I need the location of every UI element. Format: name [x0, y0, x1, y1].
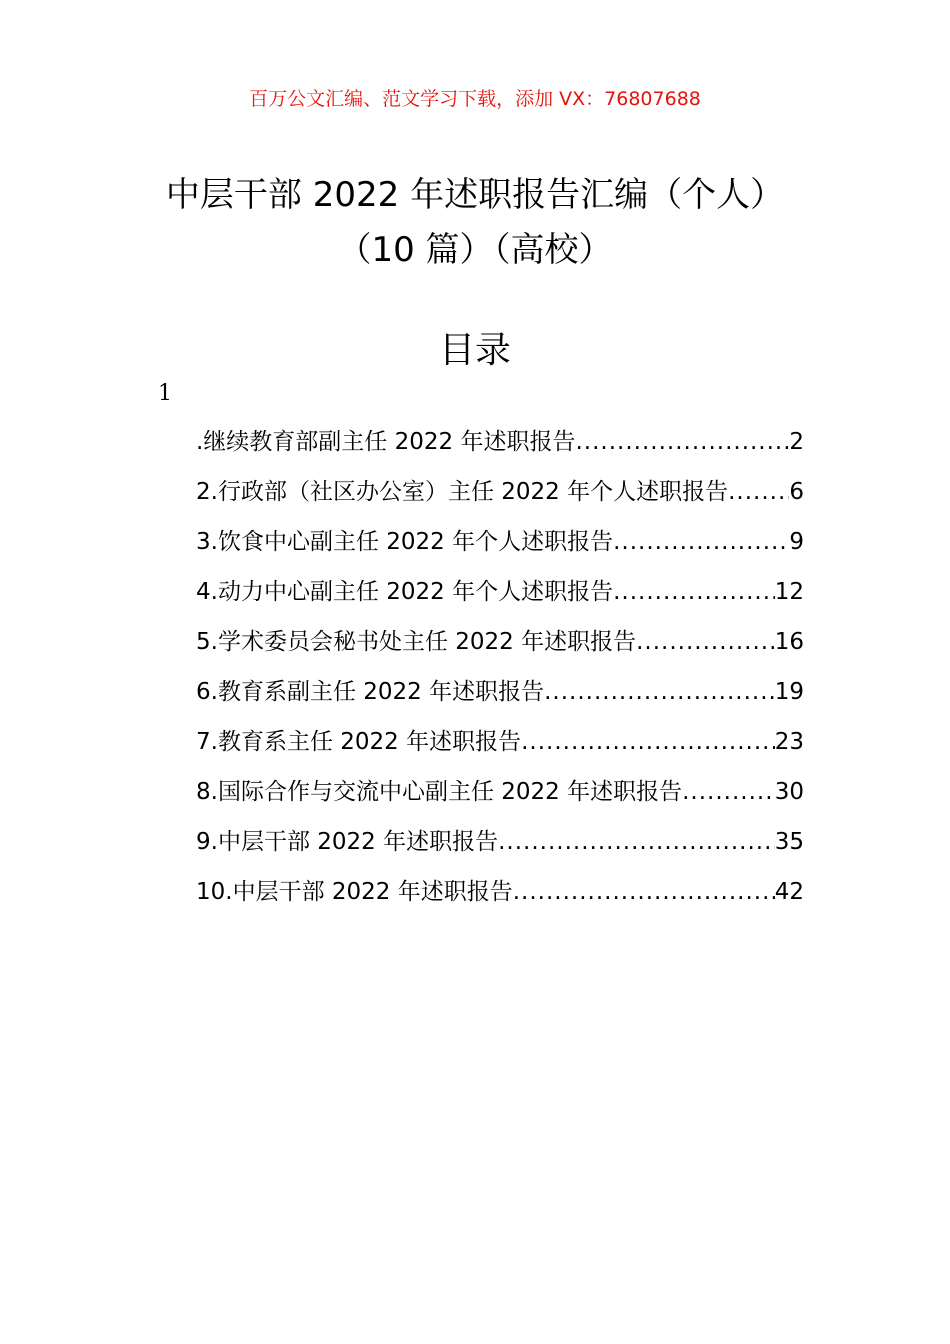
toc-entry-label: 4.动力中心副主任 2022 年个人述职报告 [196, 579, 614, 605]
toc-entry-label: 9.中层干部 2022 年述职报告 [196, 829, 499, 855]
toc-entry-page: 9 [789, 529, 804, 555]
toc-entry[interactable] [196, 623, 804, 673]
toc-leader-dots [575, 429, 789, 455]
toc-leader-dots [613, 529, 789, 555]
toc-leader-dots [521, 729, 775, 755]
document-title-line-1: 中层干部 2022 年述职报告汇编（个人） [165, 175, 785, 215]
toc-entry[interactable] [196, 823, 804, 873]
document-title-line-2: （10 篇）（高校） [337, 230, 613, 270]
header-promo-note: 百万公文汇编、范文学习下载，添加 VX：76807688 [249, 88, 701, 110]
toc-leader-dots [498, 829, 775, 855]
toc-entry-label: 3.饮食中心副主任 2022 年个人述职报告 [196, 529, 614, 555]
stray-page-mark: 1 [158, 381, 172, 406]
toc-entry-page: 42 [774, 879, 804, 905]
toc-entry-page: 2 [789, 429, 804, 455]
toc-entry-label: 8.国际合作与交流中心副主任 2022 年述职报告 [196, 779, 683, 805]
toc-entry-page: 35 [774, 829, 804, 855]
toc-entry[interactable] [196, 673, 804, 723]
toc-entry-page: 16 [774, 629, 804, 655]
toc-entry-label: 10.中层干部 2022 年述职报告 [196, 879, 513, 905]
toc-leader-dots [613, 579, 775, 605]
table-of-contents [196, 423, 804, 923]
toc-entry[interactable] [196, 573, 804, 623]
toc-leader-dots [544, 679, 775, 705]
toc-entry[interactable] [196, 523, 804, 573]
toc-entry-page: 30 [774, 779, 804, 805]
toc-leader-dots [682, 779, 775, 805]
toc-leader-dots [636, 629, 775, 655]
toc-entry-label: 7.教育系主任 2022 年述职报告 [196, 729, 522, 755]
toc-entry-label: .继续教育部副主任 2022 年述职报告 [196, 429, 576, 455]
toc-entry-page: 12 [774, 579, 804, 605]
toc-entry-page: 19 [774, 679, 804, 705]
toc-entry-label: 5.学术委员会秘书处主任 2022 年述职报告 [196, 629, 637, 655]
toc-entry-label: 2.行政部（社区办公室）主任 2022 年个人述职报告 [196, 479, 729, 505]
toc-heading: 目录 [438, 330, 511, 371]
toc-entry-label: 6.教育系副主任 2022 年述职报告 [196, 679, 545, 705]
toc-entry[interactable] [196, 773, 804, 823]
toc-entry[interactable] [196, 873, 804, 923]
toc-leader-dots [728, 479, 789, 505]
toc-entry-page: 6 [789, 479, 804, 505]
document-title [0, 168, 950, 278]
toc-leader-dots [513, 879, 775, 905]
toc-entry[interactable] [196, 423, 804, 473]
toc-entry[interactable] [196, 723, 804, 773]
toc-entry[interactable] [196, 473, 804, 523]
toc-entry-page: 23 [774, 729, 804, 755]
